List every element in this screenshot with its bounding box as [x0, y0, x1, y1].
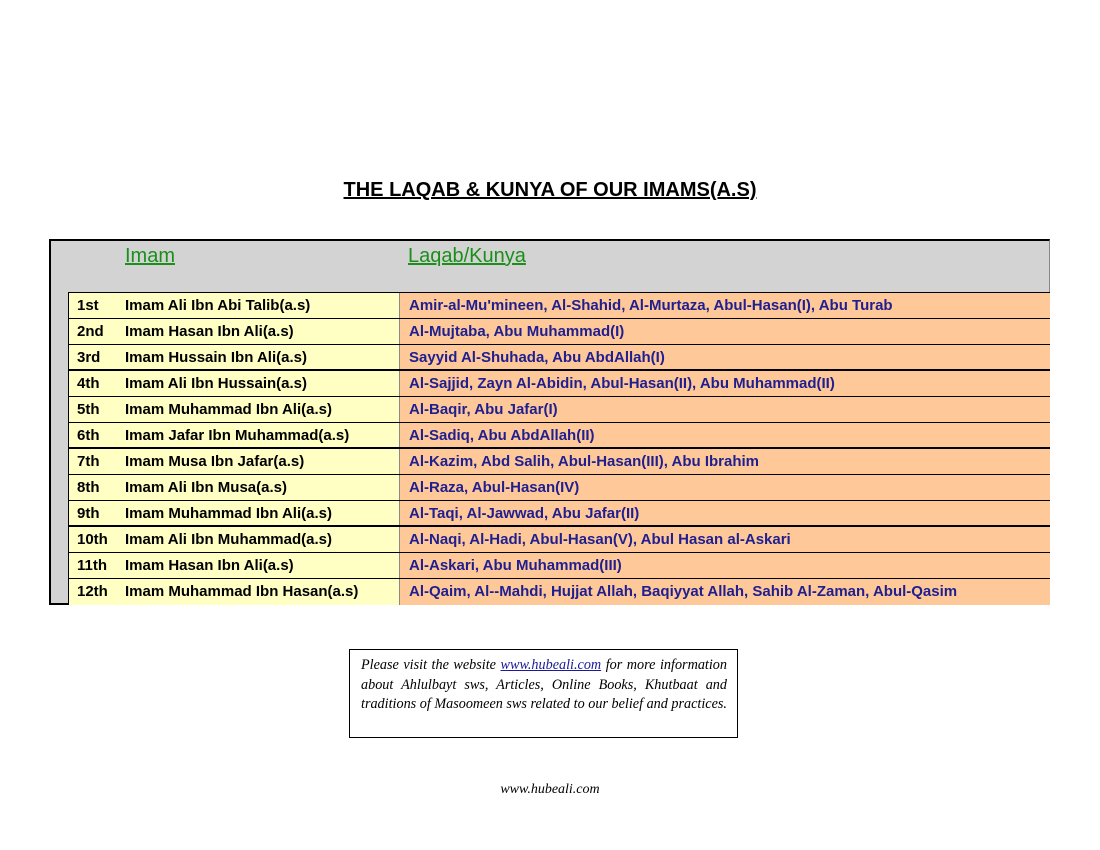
- table-row: [68, 345, 1050, 371]
- imam-name: Imam Muhammad Ibn Ali(a.s): [125, 397, 399, 422]
- imam-laqab: Al-Baqir, Abu Jafar(I): [399, 397, 1050, 422]
- table-row: [68, 475, 1050, 501]
- imam-name: Imam Ali Ibn Abi Talib(a.s): [125, 293, 399, 318]
- row-number: 9th: [68, 501, 125, 525]
- column-header-laqab: Laqab/Kunya: [408, 245, 526, 267]
- imam-laqab: Al-Raza, Abul-Hasan(IV): [399, 475, 1050, 500]
- website-link[interactable]: www.hubeali.com: [500, 657, 602, 673]
- table-body: [68, 292, 1050, 605]
- imam-name: Imam Jafar Ibn Muhammad(a.s): [125, 423, 399, 447]
- imam-laqab: Al-Naqi, Al-Hadi, Abul-Hasan(V), Abul Hasan al-Askari: [399, 527, 1050, 552]
- imam-name: Imam Hasan Ibn Ali(a.s): [125, 553, 399, 578]
- imam-laqab: Al-Askari, Abu Muhammad(III): [399, 553, 1050, 578]
- note-text-after: for more information about Ahlulbayt sws, Articles, Online Books, Khutbaat and traditions of Masoomeen sws related to our belief and practices.: [361, 657, 727, 712]
- imam-laqab: Al-Kazim, Abd Salih, Abul-Hasan(III), Abu Ibrahim: [399, 449, 1050, 474]
- table-row: [68, 319, 1050, 345]
- imams-table: [49, 239, 1050, 605]
- row-number: 3rd: [68, 345, 125, 369]
- row-number: 5th: [68, 397, 125, 422]
- row-number: 6th: [68, 423, 125, 447]
- table-row: [68, 397, 1050, 423]
- imam-name: Imam Musa Ibn Jafar(a.s): [125, 449, 399, 474]
- imam-laqab: Sayyid Al-Shuhada, Abu AbdAllah(I): [399, 345, 1050, 369]
- imam-name: Imam Ali Ibn Muhammad(a.s): [125, 527, 399, 552]
- imam-name: Imam Hasan Ibn Ali(a.s): [125, 319, 399, 344]
- imam-laqab: Al-Sajjid, Zayn Al-Abidin, Abul-Hasan(II), Abu Muhammad(II): [399, 371, 1050, 396]
- imam-laqab: Al-Taqi, Al-Jawwad, Abu Jafar(II): [399, 501, 1050, 525]
- row-number: 2nd: [68, 319, 125, 344]
- table-row: [68, 293, 1050, 319]
- footer-url: www.hubeali.com: [500, 782, 600, 797]
- note-text-before: Please visit the website: [361, 657, 501, 673]
- row-number: 7th: [68, 449, 125, 474]
- row-number: 4th: [68, 371, 125, 396]
- imam-name: Imam Ali Ibn Hussain(a.s): [125, 371, 399, 396]
- table-row: [68, 449, 1050, 475]
- table-row: [68, 527, 1050, 553]
- imam-name: Imam Ali Ibn Musa(a.s): [125, 475, 399, 500]
- page-title: THE LAQAB & KUNYA OF OUR IMAMS(A.S): [343, 179, 757, 201]
- row-number: 1st: [68, 293, 125, 318]
- imam-laqab: Al-Qaim, Al--Mahdi, Hujjat Allah, Baqiyyat Allah, Sahib Al-Zaman, Abul-Qasim: [399, 579, 1050, 605]
- imam-laqab: Al-Sadiq, Abu AbdAllah(II): [399, 423, 1050, 447]
- imam-name: Imam Hussain Ibn Ali(a.s): [125, 345, 399, 369]
- table-row: [68, 371, 1050, 397]
- imam-laqab: Al-Mujtaba, Abu Muhammad(I): [399, 319, 1050, 344]
- imam-laqab: Amir-al-Mu'mineen, Al-Shahid, Al-Murtaza, Abul-Hasan(I), Abu Turab: [399, 293, 1050, 318]
- row-number: 10th: [68, 527, 125, 552]
- table-row: [68, 423, 1050, 449]
- table-row: [68, 501, 1050, 527]
- table-row: [68, 553, 1050, 579]
- imam-name: Imam Muhammad Ibn Hasan(a.s): [125, 579, 399, 605]
- row-number: 12th: [68, 579, 125, 605]
- row-number: 11th: [68, 553, 125, 578]
- info-note: [349, 649, 738, 738]
- imam-name: Imam Muhammad Ibn Ali(a.s): [125, 501, 399, 525]
- table-row: [68, 579, 1050, 605]
- row-number: 8th: [68, 475, 125, 500]
- column-header-imam: Imam: [125, 245, 175, 267]
